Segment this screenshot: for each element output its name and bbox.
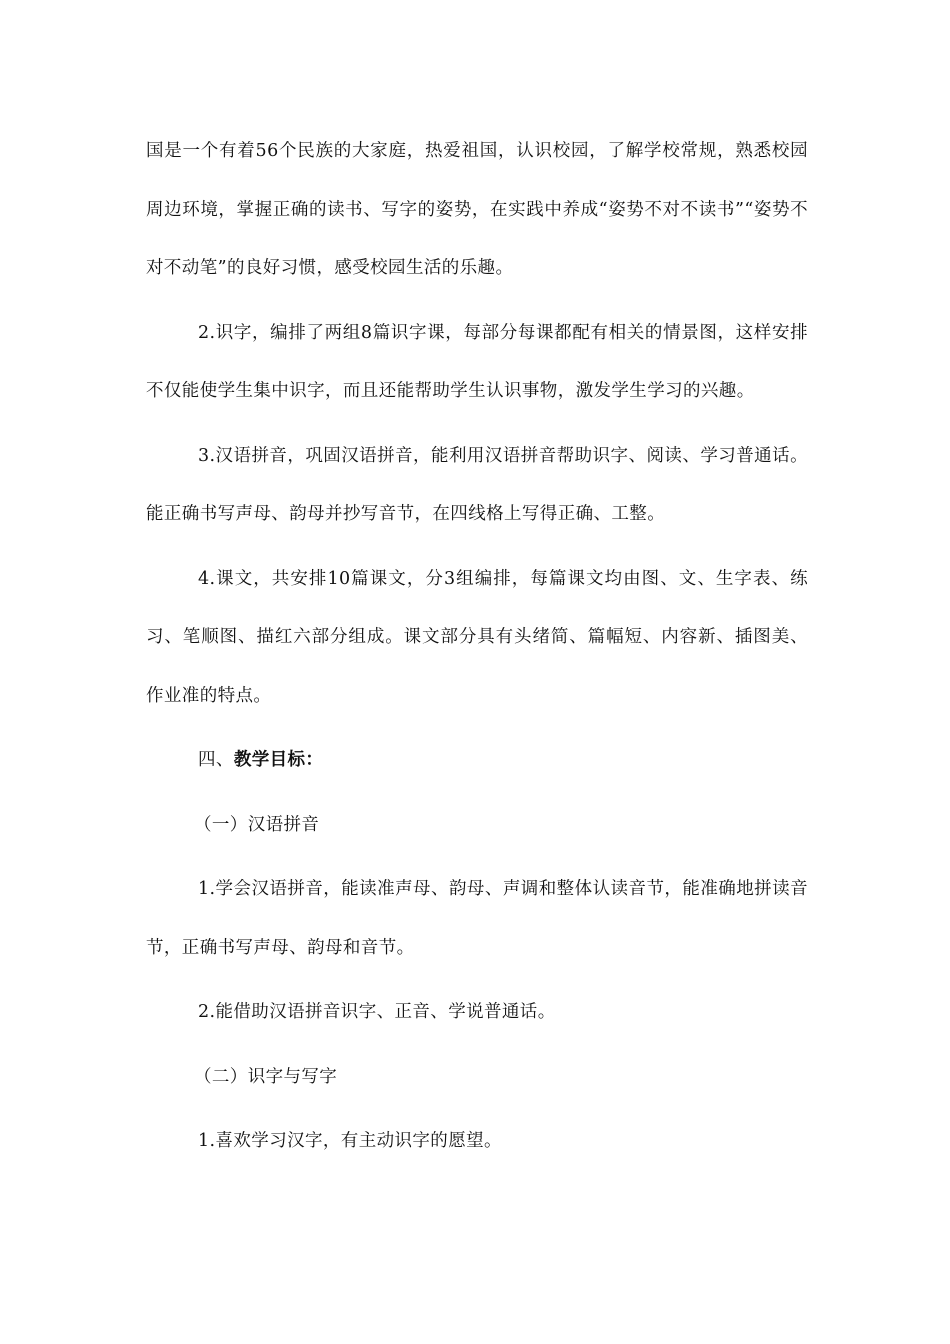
- subheading-literacy-writing: （二）识字与写字: [194, 1066, 338, 1087]
- goal-item: 1.学会汉语拼音，能读准声母、韵母、声调和整体认读音节，能准确地拼读音节，正确书写声母、韵母和音节。: [146, 879, 808, 958]
- paragraph-literacy: 2.识字，编排了两组8篇识字课，每部分每课都配有相关的情景图，这样安排不仅能使学生集中识字，而且还能帮助学生认识事物，激发学生学习的兴趣。: [146, 322, 808, 401]
- paragraph-texts: 4.课文，共安排10篇课文，分3组编排，每篇课文均由图、文、生字表、练习、笔顺图、描红六部分组成。课文部分具有头绪简、篇幅短、内容新、插图美、作业准的特点。: [146, 568, 808, 706]
- section-heading-teaching-goals: [146, 731, 808, 790]
- goal-item: 1.喜欢学习汉字，有主动识字的愿望。: [198, 1131, 502, 1151]
- paragraph-continuation: 国是一个有着56个民族的大家庭，热爱祖国，认识校园，了解学校常规，熟悉校园周边环境，掌握正确的读书、写字的姿势，在实践中养成“姿势不对不读书”“姿势不对不动笔”的良好习惯，感受校园生活的乐趣。: [146, 141, 808, 278]
- goal-item: 2.能借助汉语拼音识字、正音、学说普通话。: [198, 1002, 556, 1022]
- subheading-pinyin: （一）汉语拼音: [194, 814, 320, 835]
- document-body: [146, 122, 808, 1171]
- section-heading-title: 教学目标：: [233, 750, 324, 770]
- section-heading-prefix: 四、: [198, 750, 234, 770]
- paragraph-pinyin: 3.汉语拼音，巩固汉语拼音，能利用汉语拼音帮助识字、阅读、学习普通话。能正确书写声母、韵母并抄写音节，在四线格上写得正确、工整。: [146, 445, 808, 524]
